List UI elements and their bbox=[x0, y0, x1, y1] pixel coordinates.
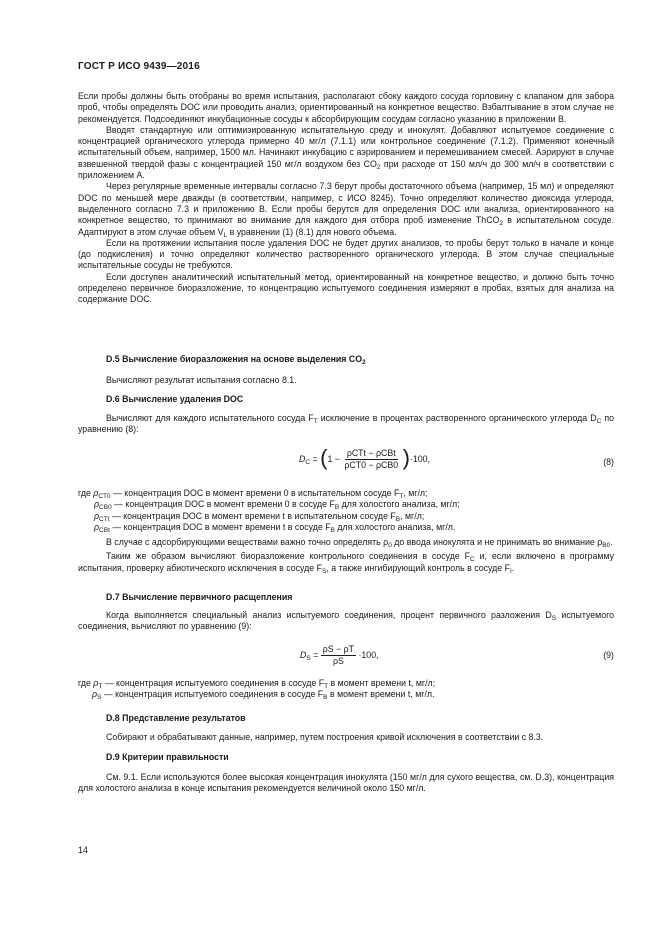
paragraph: Если доступен аналитический испытательный метод, ориентированный на конкретное вещество, и должно быть точно определено первичное биоразложение, то концентрацию испытуемого соединения измеряют в пробах, взятых для анализа на содержание DOC. bbox=[78, 271, 614, 305]
intro-section bbox=[78, 91, 614, 306]
paragraph: Вводят стандартную или оптимизированную испытательную среду и инокулят. Добавляют испытуемое соединение с концентрацией органического углерода примерно 40 мг/л (7.1.1) или контрольное соединение (7.1.2). Применяют конечный испытательный объем, например, 1500 мл. Начинают инкубацию с аэрированием и перемешиванием смесей. Аэрируют в случае взвешенной твердой фазы с концентрацией 150 мг/л воздухом без $CO_2$ при расходе от 150 мл/ч до 300 мл/ч в соответствии с приложением А. bbox=[78, 124, 614, 181]
definition-item: $\rho_{CB0}$ — концентрация DOC в момент времени 0 в сосуде $F_B$ для холостого анализа, мг/л; bbox=[94, 499, 460, 512]
definition-item: где $\rho_T$ — концентрация испытуемого соединения в сосуде $F_T$ в момент времени t, мг/л; bbox=[78, 678, 436, 690]
definitions-list bbox=[78, 488, 618, 533]
section-heading-d5: D.5 Вычисление биоразложения на основе выделения $CO_2$ bbox=[106, 354, 366, 366]
paragraph: Таким же образом вычисляют биоразложение контрольного соединения в сосуде $F_C$ и, если включено в программу испытания, проверку абиотического исключения в сосуде $F_S$, а также ингибирующий контроль в сосуде $F_I$. bbox=[78, 551, 615, 575]
definition-item: $\rho_{CBt}$ — концентрация DOC в момент времени t в сосуде $F_B$ для холостого анализа, мг/л. bbox=[94, 521, 456, 534]
page-number: 14 bbox=[78, 845, 89, 855]
paragraph: В случае с адсорбирующими веществами важно точно определять $\rho_0$ до ввода инокулята и не принимать во внимание $\rho_{B0}$. bbox=[106, 537, 613, 549]
paragraph: Вычисляют для каждого испытательного сосуда $F_T$ исключение в процентах растворенного органического углерода $D_C$ по уравнению (8): bbox=[78, 413, 614, 435]
equation-number: (9) bbox=[603, 650, 614, 660]
section-heading-d7: D.7 Вычисление первичного расщепления bbox=[106, 592, 293, 602]
paragraph: Если на протяжении испытания после удаления DOC не будет других анализов, то пробы берут только в начале и конце (до подкисления) и точно определяют количество растворенного органического углерода. В этом случае специальные испытательные сосуды не требуются. bbox=[78, 237, 614, 271]
paragraph: Через регулярные временные интервалы согласно 7.3 берут пробы достаточного объема (например, 15 мл) и определяют DOC по меньшей мере дважды (в соответствии, например, с ИСО 8245). Точно определяют количество диоксида углерода, выделенного согласно 7.3 и приложению В. Если пробы берутся для определения DOC или анализа, ориентированного на конкретное вещество, то принимают во внимание для каждого дня отбора проб изменение ThCO$_2$ в испытательном сосуде. Адаптируют в этом случае объем $V_L$ в уравнении (1) (8.1) для нового объема. bbox=[78, 181, 614, 239]
paragraph: Вычисляют результат испытания согласно 8.1. bbox=[106, 375, 297, 385]
paragraph: Когда выполняется специальный анализ испытуемого соединения, процент первичного разложения $D_S$ испытуемого соединения, вычисляют по уравнению (9): bbox=[78, 610, 614, 632]
equation-9: $D_S$ = $\frac{\rho S - \rho T}{\rho S}$ ·100, bbox=[300, 644, 379, 666]
paragraph: См. 9.1. Если используются более высокая концентрация инокулята (150 мг/л для сухого вещества, см. D.3), концентрация для холостого анализа в конце испытания рекомендуется величиной около 150 мг/л. bbox=[78, 772, 614, 794]
document-header: ГОСТ Р ИСО 9439—2016 bbox=[78, 61, 200, 72]
definitions-list bbox=[78, 678, 618, 701]
equation-number: (8) bbox=[603, 457, 614, 467]
section-heading-d9: D.9 Критерии правильности bbox=[106, 752, 229, 762]
definition-item: $\rho_{CTt}$ — концентрация DOC в момент времени t в испытательном сосуде $F_B$, мг/л; bbox=[94, 510, 425, 523]
paragraph: Собирают и обрабатывают данные, например, путем построения кривой исключения в соответствии с 8.3. bbox=[106, 732, 544, 742]
definition-item: $\rho_S$ — концентрация испытуемого соединения в сосуде $F_B$ в момент времени t, мг/л. bbox=[92, 689, 435, 702]
paragraph: Если пробы должны быть отобраны во время испытания, располагают сбоку каждого сосуда горловину с клапаном для забора проб, чтобы определять DOC или проводить анализ, ориентированный на конкретное вещество. Взбалтывание в этом случае не рекомендуется. Подсоединяют инкубационные сосуды к абсорбирующим сосудам согласно указанию в приложении В. bbox=[78, 91, 614, 124]
section-heading-d8: D.8 Представление результатов bbox=[106, 713, 246, 723]
section-heading-d6: D.6 Вычисление удаления DOC bbox=[106, 394, 244, 404]
equation-8: $D_C = (1$ − $\frac{\text{ρCTt − ρCBt}}{\text{ρCT0 − ρCB0}}$ )·100, bbox=[299, 444, 430, 470]
note-block bbox=[78, 537, 614, 574]
definition-item: где $\rho_{CT0}$ — концентрация DOC в момент времени 0 в испытательном сосуде $F_T$, мг/л; bbox=[78, 488, 428, 500]
